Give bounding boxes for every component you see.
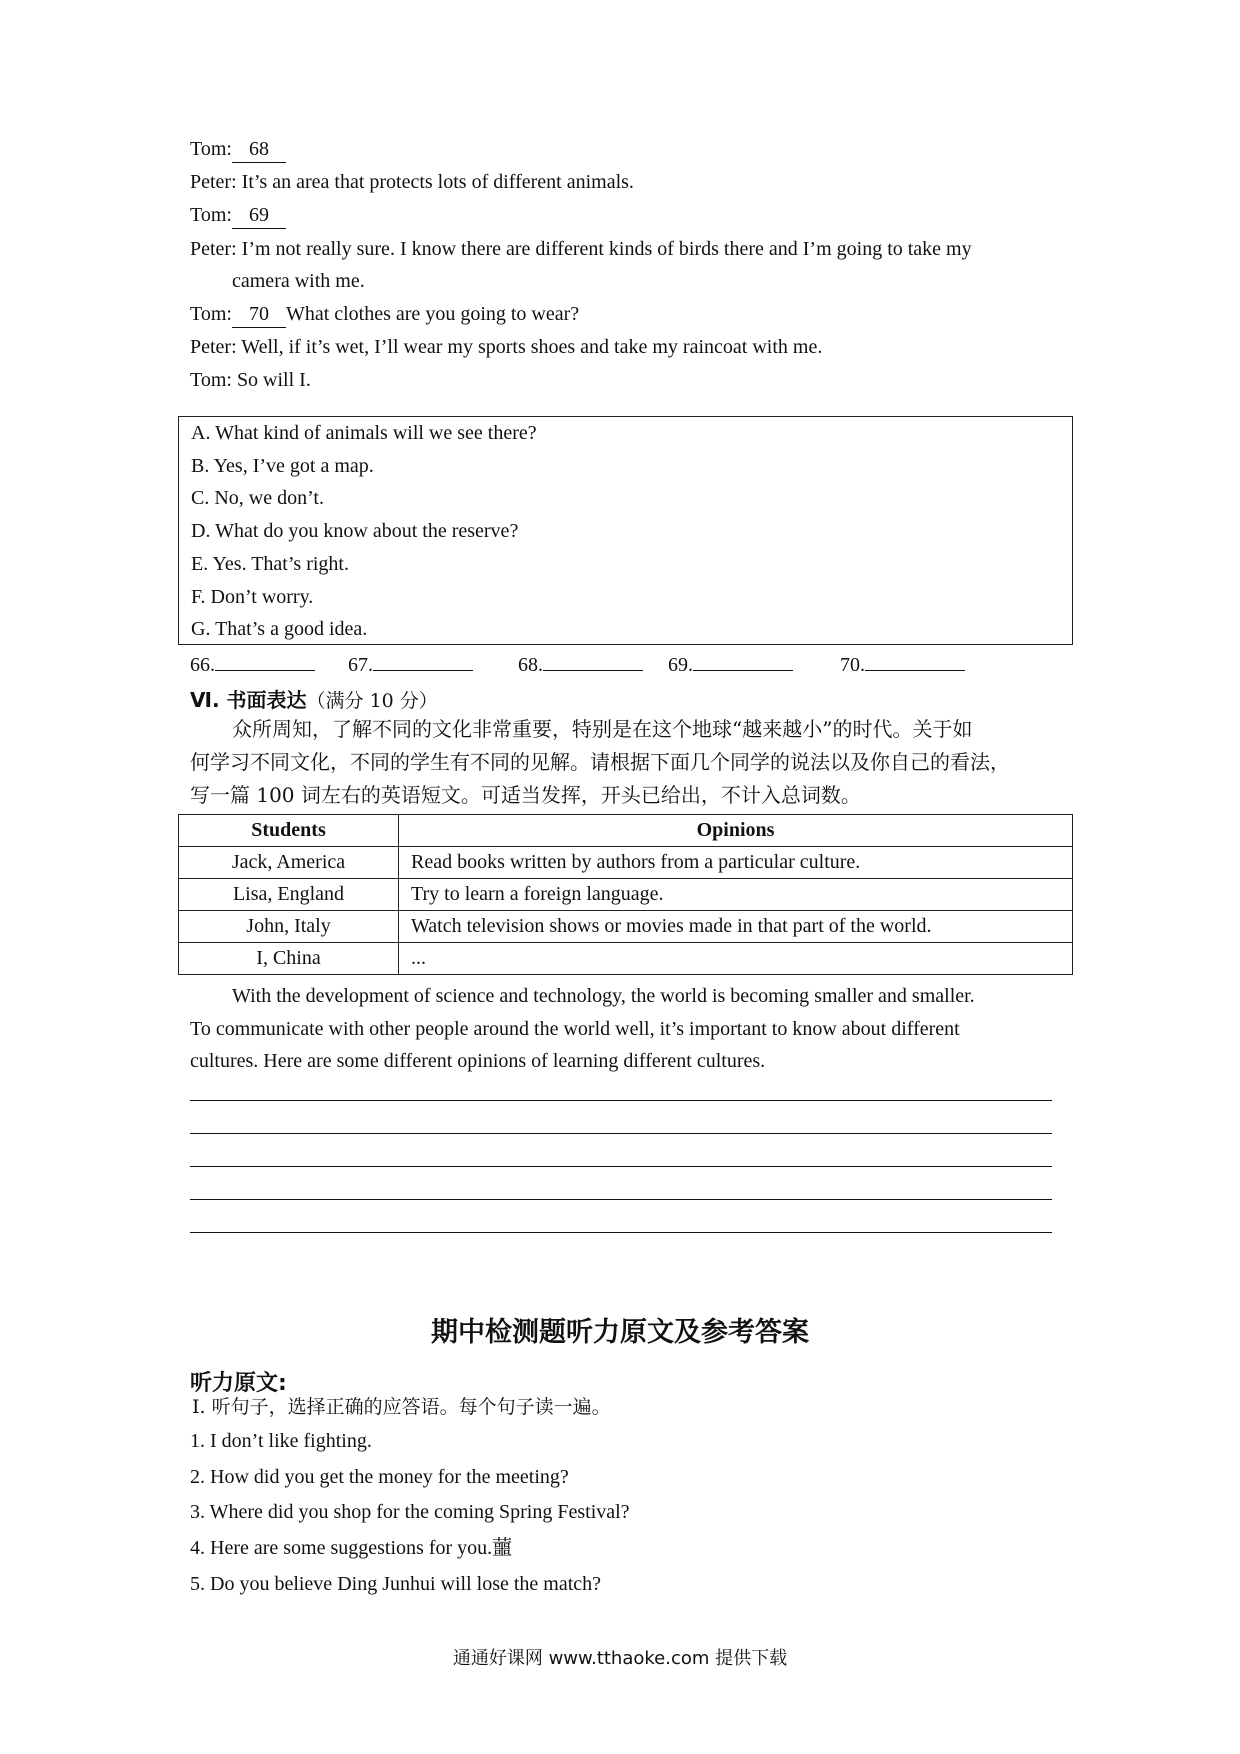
listening-sentence: 4. Here are some suggestions for you.蘁: [190, 1537, 513, 1559]
answer-slot: 70.: [840, 652, 965, 677]
opening-line: To communicate with other people around the world well, it’s important to know about different: [190, 1018, 960, 1040]
option-e: E. Yes. That’s right.: [191, 553, 349, 575]
speaker: Tom:: [190, 138, 232, 160]
speaker: Peter:: [190, 336, 237, 358]
opening-line: cultures. Here are some different opinions of learning different cultures.: [190, 1050, 766, 1072]
listening-sentence: 1. I don’t like fighting.: [190, 1430, 372, 1452]
table-row: [179, 879, 1073, 911]
answer-blank: 69: [232, 202, 286, 229]
sub-title: 听力原文:: [190, 1371, 287, 1396]
speaker: Tom:: [190, 204, 232, 226]
score-note: （满分 10 分）: [306, 690, 438, 712]
answer-slot: 68.: [518, 652, 643, 677]
section-title: 期中检测题听力原文及参考答案: [431, 1317, 809, 1348]
opinion-cell: Watch television shows or movies made in that part of the world.: [399, 911, 1073, 943]
answer-slot: 69.: [668, 652, 793, 677]
option-a: A. What kind of animals will we see there?: [191, 422, 537, 444]
dialogue-text: I’m not really sure. I know there are different kinds of birds there and I’m going to take my: [241, 238, 972, 260]
opinion-cell: Read books written by authors from a particular culture.: [399, 847, 1073, 879]
option-g: G. That’s a good idea.: [191, 618, 368, 640]
speaker: Tom:: [190, 303, 232, 325]
listening-sentence: 5. Do you believe Ding Junhui will lose the match?: [190, 1573, 602, 1595]
answer-slot: 66.: [190, 652, 315, 677]
writing-line: [190, 1100, 1052, 1101]
table-header: Opinions: [399, 815, 1073, 847]
table-row: [179, 911, 1073, 943]
listening-sentence: 3. Where did you shop for the coming Spring Festival?: [190, 1501, 630, 1523]
speaker: Tom:: [190, 369, 232, 391]
dialogue-line: [190, 202, 286, 229]
dialogue-line: [190, 334, 822, 360]
options-box: [178, 416, 1073, 645]
dialogue-text: Well, if it’s wet, I’ll wear my sports shoes and take my raincoat with me.: [241, 336, 823, 358]
dialogue-line: [190, 169, 634, 195]
dialogue-line: [190, 136, 286, 163]
writing-line: [190, 1133, 1052, 1134]
student-cell: Jack, America: [179, 847, 399, 879]
writing-line: [190, 1199, 1052, 1200]
dialogue-line: [190, 301, 579, 328]
student-cell: John, Italy: [179, 911, 399, 943]
dialogue-text: What clothes are you going to wear?: [285, 303, 580, 325]
part-heading: Ⅰ. 听句子，选择正确的应答语。每个句子读一遍。: [192, 1396, 611, 1418]
answer-blank: 70: [232, 301, 286, 328]
option-d: D. What do you know about the reserve?: [191, 520, 519, 542]
opinion-cell: Try to learn a foreign language.: [399, 879, 1073, 911]
dialogue-line: [190, 367, 311, 393]
student-cell: I, China: [179, 943, 399, 975]
option-f: F. Don’t worry.: [191, 586, 314, 608]
opening-line: With the development of science and technology, the world is becoming smaller and smaller.: [232, 985, 975, 1007]
dialogue-continuation: camera with me.: [232, 270, 365, 292]
table-row: [179, 943, 1073, 975]
speaker: Peter:: [190, 171, 237, 193]
dialogue-line: [190, 236, 972, 262]
dialogue-text: It’s an area that protects lots of different animals.: [241, 171, 634, 193]
table-row: [179, 847, 1073, 879]
opinion-cell: ...: [399, 943, 1073, 975]
writing-line: [190, 1232, 1052, 1233]
listening-sentence: 2. How did you get the money for the meeting?: [190, 1466, 569, 1488]
page-footer: 通通好课网 www.tthaoke.com 提供下载: [452, 1648, 788, 1669]
instruction-line: 何学习不同文化，不同的学生有不同的见解。请根据下面几个同学的说法以及你自己的看法，: [190, 750, 1010, 774]
student-cell: Lisa, England: [179, 879, 399, 911]
instruction-line: 写一篇 100 词左右的英语短文。可适当发挥，开头已给出，不计入总词数。: [190, 783, 861, 807]
opinions-table: [178, 814, 1073, 975]
option-c: C. No, we don’t.: [191, 487, 324, 509]
option-b: B. Yes, I’ve got a map.: [191, 455, 374, 477]
speaker: Peter:: [190, 238, 237, 260]
answer-slot: 67.: [348, 652, 473, 677]
instruction-line: 众所周知，了解不同的文化非常重要，特别是在这个地球“越来越小”的时代。关于如: [232, 717, 973, 741]
writing-line: [190, 1166, 1052, 1167]
answer-blank: 68: [232, 136, 286, 163]
table-header: Students: [179, 815, 399, 847]
section-heading: Ⅵ. 书面表达（满分 10 分）: [190, 688, 438, 712]
dialogue-text: So will I.: [236, 369, 311, 391]
